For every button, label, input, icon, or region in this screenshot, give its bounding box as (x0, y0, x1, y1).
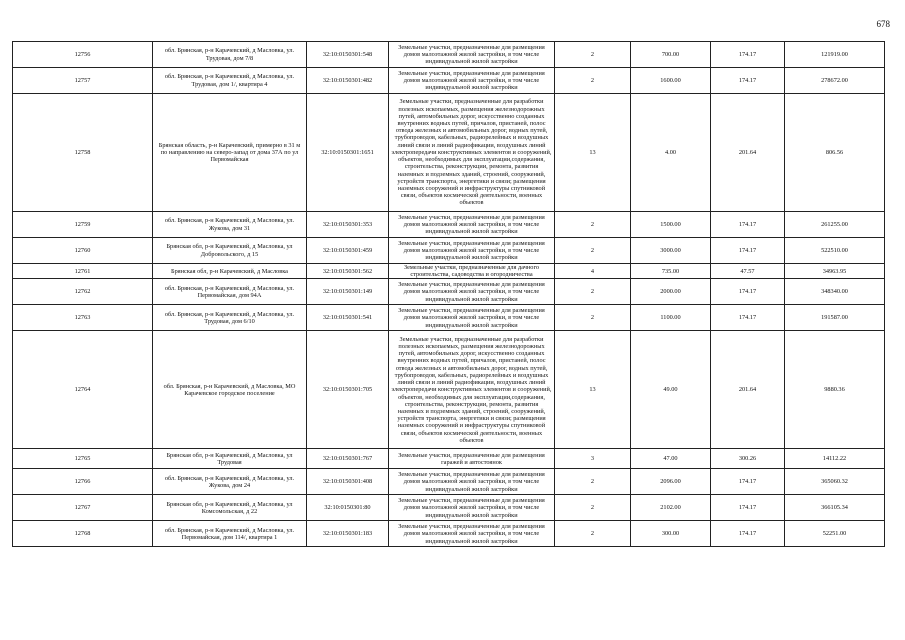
table-row (13, 238, 885, 264)
row-number: 12762 (13, 279, 153, 305)
cadastral-number-cell: 32:10:0150301:705 (307, 331, 389, 449)
land-use-cell: Земельные участки, предназначенные для размещения домов малоэтажной жилой застройки, в том числе индивидуальной жилой застройки (389, 495, 555, 521)
cadastral-number-cell: 32:10:0150301:183 (307, 521, 389, 547)
land-use-cell: Земельные участки, предназначенные для размещения домов малоэтажной жилой застройки, в том числе индивидуальной жилой застройки (389, 68, 555, 94)
table-row (13, 521, 885, 547)
category-cell: 3 (555, 449, 631, 469)
category-cell: 2 (555, 305, 631, 331)
area-cell: 1600.00 (631, 68, 711, 94)
cadastral-number-cell: 32:10:0150301:408 (307, 469, 389, 495)
land-use-cell: Земельные участки, предназначенные для размещения домов малоэтажной жилой застройки, в том числе индивидуальной жилой застройки (389, 469, 555, 495)
category-cell: 2 (555, 521, 631, 547)
category-cell: 2 (555, 495, 631, 521)
cadastral-value-cell: 522510.00 (785, 238, 885, 264)
area-cell: 300.00 (631, 521, 711, 547)
rate-cell: 47.57 (711, 264, 785, 279)
category-cell: 4 (555, 264, 631, 279)
area-cell: 1100.00 (631, 305, 711, 331)
area-cell: 3000.00 (631, 238, 711, 264)
table-row (13, 264, 885, 279)
area-cell: 2102.00 (631, 495, 711, 521)
area-cell: 1500.00 (631, 212, 711, 238)
table-row (13, 68, 885, 94)
category-cell: 2 (555, 469, 631, 495)
cadastral-value-cell: 806.56 (785, 94, 885, 212)
row-number: 12760 (13, 238, 153, 264)
area-cell: 2096.00 (631, 469, 711, 495)
address-cell: обл. Брянская, р-н Карачевский, д Масловка, ул. Первомайская, дом 114/, квартира 1 (153, 521, 307, 547)
cadastral-value-cell: 14112.22 (785, 449, 885, 469)
address-cell: Брянская область, р-н Карачевский, примерно в 31 м по направлению на северо-запад от дома 37А по ул Первомайская (153, 94, 307, 212)
rate-cell: 174.17 (711, 68, 785, 94)
cadastral-value-cell: 121919.00 (785, 42, 885, 68)
cadastral-number-cell: 32:10:0150301:80 (307, 495, 389, 521)
row-number: 12768 (13, 521, 153, 547)
cadastral-value-cell: 9880.36 (785, 331, 885, 449)
rate-cell: 174.17 (711, 279, 785, 305)
address-cell: обл. Брянская, р-н Карачевский, д Масловка, МО Карачевское городское поселение (153, 331, 307, 449)
address-cell: Брянская обл, р-н Карачевский, д Масловка, ул Добровольского, д 15 (153, 238, 307, 264)
address-cell: Брянская обл, р-н Карачевский, д Масловка (153, 264, 307, 279)
address-cell: обл. Брянская, р-н Карачевский, д Масловка, ул. Жукова, дом 31 (153, 212, 307, 238)
table-body (13, 42, 885, 547)
address-cell: обл. Брянская, р-н Карачевский, д Масловка, ул. Трудовая, дом 1/, квартира 4 (153, 68, 307, 94)
cadastral-number-cell: 32:10:0150301:767 (307, 449, 389, 469)
cadastral-number-cell: 32:10:0150301:353 (307, 212, 389, 238)
row-number: 12764 (13, 331, 153, 449)
category-cell: 2 (555, 238, 631, 264)
land-use-cell: Земельные участки, предназначенные для размещения домов малоэтажной жилой застройки, в том числе индивидуальной жилой застройки (389, 279, 555, 305)
cadastral-number-cell: 32:10:0150301:482 (307, 68, 389, 94)
table-row (13, 331, 885, 449)
cadastral-value-cell: 366105.34 (785, 495, 885, 521)
table-row (13, 495, 885, 521)
cadastral-value-cell: 34963.95 (785, 264, 885, 279)
page-number: 678 (876, 19, 890, 29)
rate-cell: 300.26 (711, 449, 785, 469)
rate-cell: 174.17 (711, 305, 785, 331)
category-cell: 2 (555, 42, 631, 68)
category-cell: 13 (555, 94, 631, 212)
table-row (13, 279, 885, 305)
row-number: 12759 (13, 212, 153, 238)
land-use-cell: Земельные участки, предназначенные для разработки полезных ископаемых, размещения железнодорожных путей, автомобильных дорог, искусственно созданных внутренних водных путей, причалов, пристаней, полос отвода железных и автомобильных дорог, водных путей, трубопроводов, кабельных, радиорелейных и воздушных линий связи и линий радиофикации, воздушных линий электропередачи конструктивных элементов и сооружений, объектов, необходимых для эксплуатации,содержания, строительства, реконструкции, ремонта, развития наземных и подземных зданий, строений, сооружений, устройств транспорта, энергетики и связи; размещения наземных сооружений и инфраструктуры спутниковой связи, объектов космической деятельности, военных объектов (389, 94, 555, 212)
area-cell: 2000.00 (631, 279, 711, 305)
area-cell: 700.00 (631, 42, 711, 68)
table-row (13, 449, 885, 469)
area-cell: 49.00 (631, 331, 711, 449)
rate-cell: 201.64 (711, 94, 785, 212)
land-use-cell: Земельные участки, предназначенные для размещения домов малоэтажной жилой застройки, в том числе индивидуальной жилой застройки (389, 212, 555, 238)
row-number: 12761 (13, 264, 153, 279)
address-cell: Брянская обл, р-н Карачевский, д Масловка, ул Комсомольская, д 22 (153, 495, 307, 521)
rate-cell: 201.64 (711, 331, 785, 449)
rate-cell: 174.17 (711, 521, 785, 547)
rate-cell: 174.17 (711, 469, 785, 495)
address-cell: обл. Брянская, р-н Карачевский, д Масловка, ул. Трудовая, дом 7/8 (153, 42, 307, 68)
cadastral-number-cell: 32:10:0150301:459 (307, 238, 389, 264)
cadastral-value-cell: 348340.00 (785, 279, 885, 305)
row-number: 12766 (13, 469, 153, 495)
row-number: 12767 (13, 495, 153, 521)
row-number: 12757 (13, 68, 153, 94)
table-row (13, 212, 885, 238)
address-cell: обл. Брянская, р-н Карачевский, д Масловка, ул. Жукова, дом 24 (153, 469, 307, 495)
cadastral-number-cell: 32:10:0150301:1651 (307, 94, 389, 212)
table-row (13, 94, 885, 212)
land-use-cell: Земельные участки, предназначенные для размещения домов малоэтажной жилой застройки, в том числе индивидуальной жилой застройки (389, 42, 555, 68)
land-use-cell: Земельные участки, предназначенные для разработки полезных ископаемых, размещения железнодорожных путей, автомобильных дорог, искусственно созданных внутренних водных путей, причалов, пристаней, полос отвода железных и автомобильных дорог, водных путей, трубопроводов, кабельных, радиорелейных и воздушных линий связи и линий радиофикации, воздушных линий электропередачи конструктивных элементов и сооружений, объектов, необходимых для эксплуатации,содержания, строительства, реконструкции, ремонта, развития наземных и подземных зданий, строений, сооружений, устройств транспорта, энергетики и связи; размещения наземных сооружений и инфраструктуры спутниковой связи, объектов космической деятельности, военных объектов (389, 331, 555, 449)
cadastral-value-table (12, 41, 885, 547)
cadastral-number-cell: 32:10:0150301:149 (307, 279, 389, 305)
cadastral-number-cell: 32:10:0150301:541 (307, 305, 389, 331)
table-row (13, 42, 885, 68)
cadastral-value-cell: 52251.00 (785, 521, 885, 547)
table-row (13, 305, 885, 331)
category-cell: 13 (555, 331, 631, 449)
rate-cell: 174.17 (711, 238, 785, 264)
cadastral-number-cell: 32:10:0150301:548 (307, 42, 389, 68)
row-number: 12765 (13, 449, 153, 469)
address-cell: Брянская обл, р-н Карачевский, д Масловка, ул Трудовая (153, 449, 307, 469)
address-cell: обл. Брянская, р-н Карачевский, д Масловка, ул. Трудовая, дом 6/10 (153, 305, 307, 331)
category-cell: 2 (555, 279, 631, 305)
land-use-cell: Земельные участки, предназначенные для размещения домов малоэтажной жилой застройки, в том числе индивидуальной жилой застройки (389, 521, 555, 547)
cadastral-number-cell: 32:10:0150301:562 (307, 264, 389, 279)
cadastral-value-cell: 261255.00 (785, 212, 885, 238)
rate-cell: 174.17 (711, 212, 785, 238)
row-number: 12758 (13, 94, 153, 212)
land-use-cell: Земельные участки, предназначенные для размещения домов малоэтажной жилой застройки, в том числе индивидуальной жилой застройки (389, 305, 555, 331)
rate-cell: 174.17 (711, 495, 785, 521)
address-cell: обл. Брянская, р-н Карачевский, д Масловка, ул. Первомайская, дом 94А (153, 279, 307, 305)
rate-cell: 174.17 (711, 42, 785, 68)
land-use-cell: Земельные участки, предназначенные для размещения домов малоэтажной жилой застройки, в том числе индивидуальной жилой застройки (389, 238, 555, 264)
category-cell: 2 (555, 68, 631, 94)
category-cell: 2 (555, 212, 631, 238)
area-cell: 4.00 (631, 94, 711, 212)
area-cell: 47.00 (631, 449, 711, 469)
cadastral-value-cell: 278672.00 (785, 68, 885, 94)
cadastral-value-cell: 191587.00 (785, 305, 885, 331)
cadastral-value-cell: 365060.32 (785, 469, 885, 495)
area-cell: 735.00 (631, 264, 711, 279)
land-use-cell: Земельные участки, предназначенные для размещения гаражей и автостоянок (389, 449, 555, 469)
row-number: 12763 (13, 305, 153, 331)
table-row (13, 469, 885, 495)
row-number: 12756 (13, 42, 153, 68)
land-use-cell: Земельные участки, предназначенные для дачного строительства, садоводства и огородничества (389, 264, 555, 279)
